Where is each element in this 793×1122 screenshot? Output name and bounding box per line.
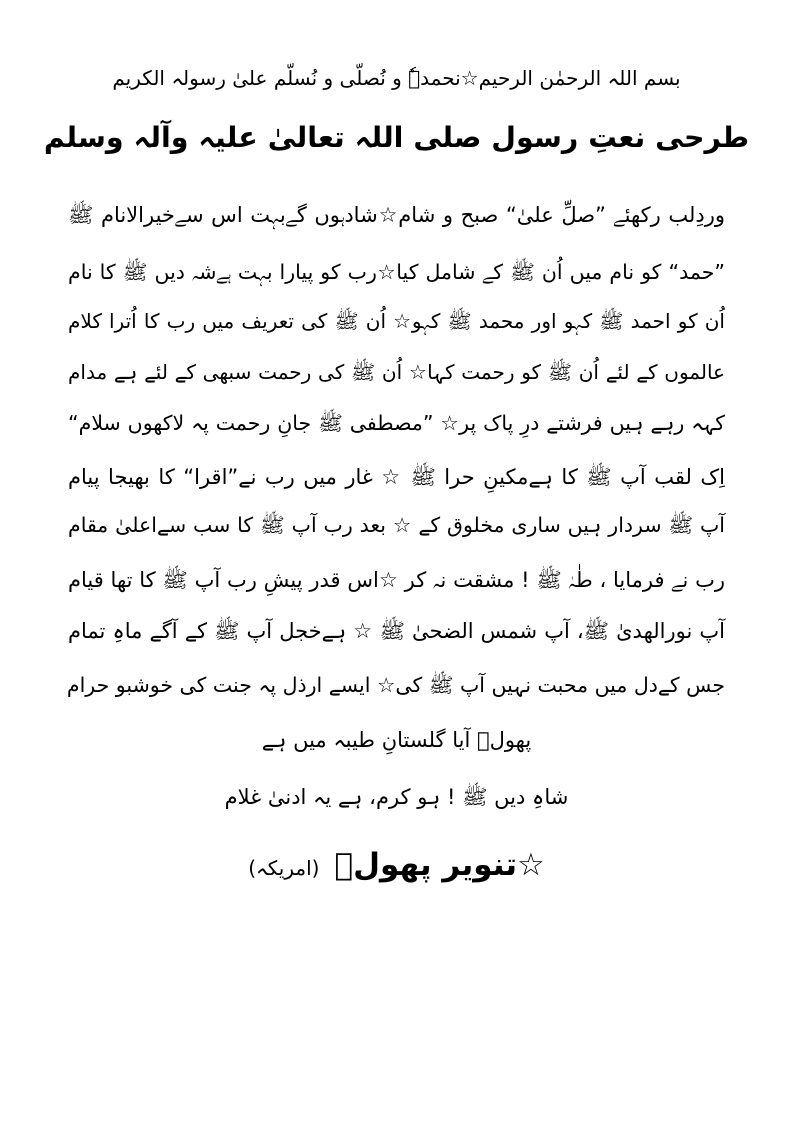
verse-line: رب نے فرمایا ، طٰہٰ ﷺ ! مشقت نہ کر ☆اس قدر پیشِ رب آپ ﷺ کا تھا قیام (68, 568, 725, 592)
poet-country: (امریکہ) (248, 856, 320, 880)
bismillah-heading: بسم اللہ الرحمٰن الرحیم☆نحمدہٗ و نُصلّی و نُسلّم علیٰ رسولہ الکریم (112, 66, 681, 90)
verse-line: آپ ﷺ سردار ہیں ساری مخلوق کے ☆ بعد رب آپ ﷺ کا سب سےاعلیٰ مقام (68, 513, 725, 537)
closing-line: پھولؔ آیا گلستانِ طیبہ میں ہے (261, 728, 532, 752)
verse-line: جس کےدل میں محبت نہیں آپ ﷺ کی☆ ایسے ارذل پہ جنت کی خوشبو حرام (66, 673, 725, 697)
verse-line: ”حمد“ کو نام میں اُن ﷺ کے شامل کیا☆رب کو پیارا بہت ہےشہ دیں ﷺ کا نام (68, 260, 725, 284)
verse-line: کہہ رہے ہیں فرشتے درِ پاک پر☆ ”مصطفی ﷺ جانِ رحمت پہ لاکھوں سلام“ (68, 411, 725, 435)
verse-line: وردِلب رکھئے ”صلِّ علیٰ“ صبح و شام☆شادہوں گےبہت اس سےخیرالانام ﷺ (68, 203, 725, 227)
verse-line: اُن کو احمد ﷺ کہو اور محمد ﷺ کہو☆ اُن ﷺ کی تعریف میں رب کا اُترا کلام (68, 309, 725, 333)
closing-line: شاہِ دیں ﷺ ! ہو کرم، ہے یہ ادنیٰ غلام (224, 785, 569, 809)
page-title: طرحی نعتِ رسول صلی اللہ تعالیٰ علیہ وآلہ وسلم (43, 121, 750, 154)
poet-name: ☆تنویر پھولؔ (334, 847, 545, 883)
verse-line: اِک لقب آپ ﷺ کا ہےمکینِ حرا ﷺ ☆ غار میں رب نے”اقرا“ کا بھیجا پیام (68, 465, 725, 489)
verse-line: عالموں کے لئے اُن ﷺ کو رحمت کہا☆ اُن ﷺ کی رحمت سبھی کے لئے ہے مدام (68, 360, 725, 384)
verse-line: آپ نورالھدیٰ ﷺ، آپ شمس الضحیٰ ﷺ ☆ ہےخجل آپ ﷺ کے آگے ماہِ تمام (68, 619, 725, 643)
poet-signature (150, 840, 643, 895)
